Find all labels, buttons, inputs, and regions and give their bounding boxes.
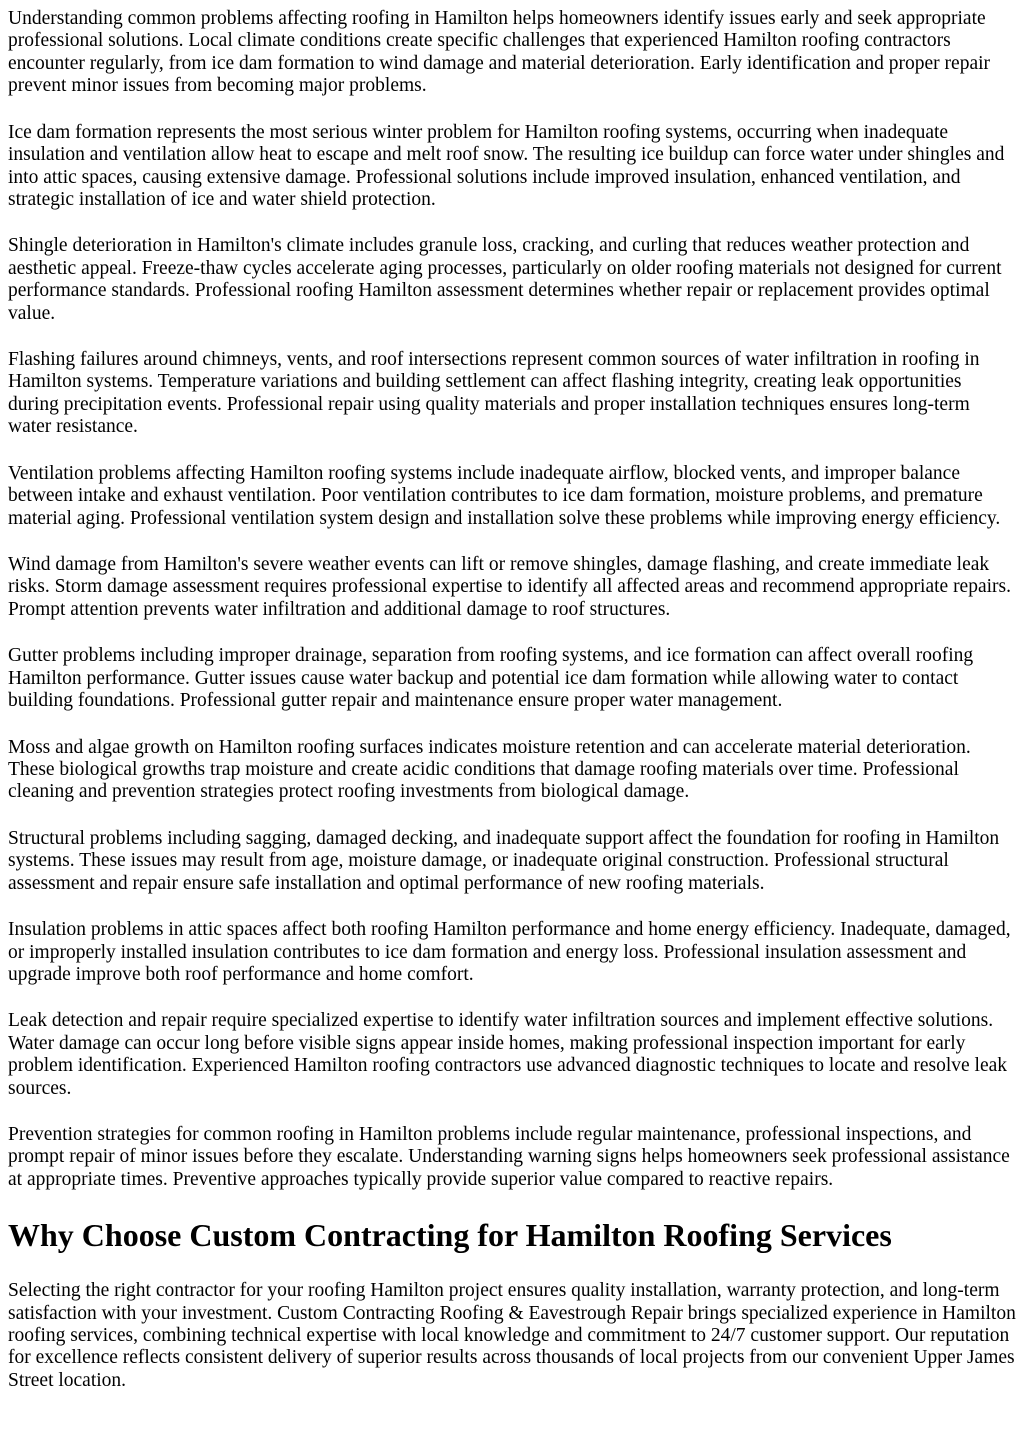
paragraph-moss-algae-growth: Moss and algae growth on Hamilton roofing surfaces indicates moisture retention and can accelerate material deterioration. These biological growths trap moisture and create acidic conditions that damage roofing materials over time. Professional cleaning and prevention strategies protect roofing investments from biological damage. xyxy=(8,736,971,803)
article-content xyxy=(8,8,1016,1392)
section-heading-why-choose: Why Choose Custom Contracting for Hamilton Roofing Services xyxy=(8,1217,892,1254)
paragraph-prevention-strategies: Prevention strategies for common roofing in Hamilton problems include regular maintenance, professional inspections, and prompt repair of minor issues before they escalate. Understanding warning signs helps homeowners seek professional assistance at appropriate times. Preventive approaches typically provide superior value compared to reactive repairs. xyxy=(8,1124,1010,1190)
paragraph-common-problems-intro: Understanding common problems affecting roofing in Hamilton helps homeowners identify issues early and seek appropriate professional solutions. Local climate conditions create specific challenges that experienced Hamilton roofing contractors encounter regularly, from ice dam formation to wind damage and material deterioration. Early identification and proper repair prevent minor issues from becoming major problems. xyxy=(8,8,991,97)
paragraph-shingle-deterioration: Shingle deterioration in Hamilton's climate includes granule loss, cracking, and curling that reduces weather protection and aesthetic appeal. Freeze-thaw cycles accelerate aging processes, particularly on older roofing materials not designed for current performance standards. Professional roofing Hamilton assessment determines whether repair or replacement provides optimal value. xyxy=(8,235,1002,324)
paragraph-insulation-problems: Insulation problems in attic spaces affect both roofing Hamilton performance and home energy efficiency. Inadequate, damaged, or improperly installed insulation contributes to ice dam formation and energy loss. Professional insulation assessment and upgrade improve both roof performance and home comfort. xyxy=(8,919,1011,985)
paragraph-gutter-problems: Gutter problems including improper drainage, separation from roofing systems, and ice formation can affect overall roofing Hamilton performance. Gutter issues cause water backup and potential ice dam formation while allowing water to contact building foundations. Professional gutter repair and maintenance ensure proper water management. xyxy=(8,645,974,712)
paragraph-ventilation-problems: Ventilation problems affecting Hamilton roofing systems include inadequate airflow, blocked vents, and improper balance between intake and exhaust ventilation. Poor ventilation contributes to ice dam formation, moisture problems, and premature material aging. Professional ventilation system design and installation solve these problems while improving energy efficiency. xyxy=(8,462,1001,529)
paragraph-flashing-failures: Flashing failures around chimneys, vents, and roof intersections represent common sources of water infiltration in roofing in Hamilton systems. Temperature variations and building settlement can affect flashing integrity, creating leak opportunities during precipitation events. Professional repair using quality materials and proper installation techniques ensures long-term water resistance. xyxy=(8,349,980,438)
paragraph-why-choose-intro: Selecting the right contractor for your roofing Hamilton project ensures quality installation, warranty protection, and long-term satisfaction with your investment. Custom Contracting Roofing & Eavestrough Repair brings specialized experience in Hamilton roofing services, combining technical expertise with local knowledge and commitment to 24/7 customer support. Our reputation for excellence reflects consistent delivery of superior results across thousands of local projects from our convenient Upper James Street location. xyxy=(8,1280,1016,1391)
paragraph-wind-damage: Wind damage from Hamilton's severe weather events can lift or remove shingles, damage flashing, and create immediate leak risks. Storm damage assessment requires professional expertise to identify all affected areas and recommend appropriate repairs. Prompt attention prevents water infiltration and additional damage to roof structures. xyxy=(8,554,1011,620)
paragraph-ice-dam-formation: Ice dam formation represents the most serious winter problem for Hamilton roofing systems, occurring when inadequate insulation and ventilation allow heat to escape and melt roof snow. The resulting ice buildup can force water under shingles and into attic spaces, causing extensive damage. Professional solutions include improved insulation, enhanced ventilation, and strategic installation of ice and water shield protection. xyxy=(8,121,1005,210)
paragraph-leak-detection: Leak detection and repair require specialized expertise to identify water infiltration sources and implement effective solutions. Water damage can occur long before visible signs appear inside homes, making professional inspection important for early problem identification. Experienced Hamilton roofing contractors use advanced diagnostic techniques to locate and resolve leak sources. xyxy=(8,1010,1008,1099)
paragraph-structural-problems: Structural problems including sagging, damaged decking, and inadequate support affect the foundation for roofing in Hamilton systems. These issues may result from age, moisture damage, or inadequate original construction. Professional structural assessment and repair ensure safe installation and optimal performance of new roofing materials. xyxy=(8,827,1000,894)
